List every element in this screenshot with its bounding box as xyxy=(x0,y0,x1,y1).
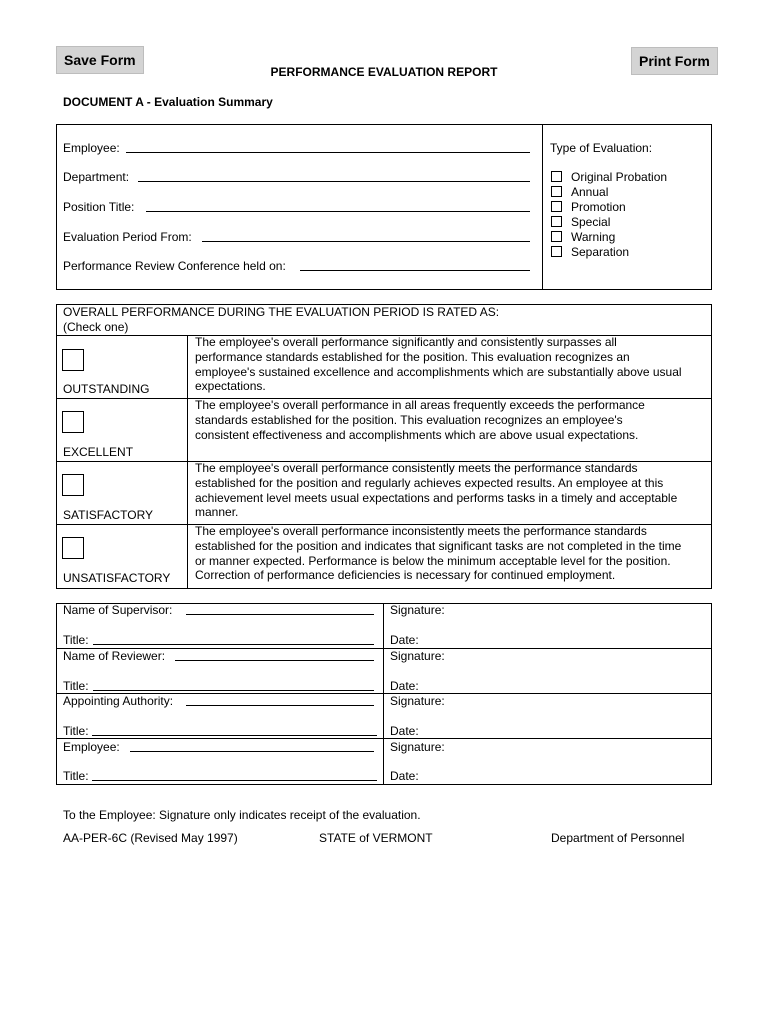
document-label: DOCUMENT A - Evaluation Summary xyxy=(63,95,273,109)
description-line: manner. xyxy=(195,505,239,520)
supervisor-title-field[interactable] xyxy=(93,644,374,645)
checkbox-excellent[interactable] xyxy=(62,411,84,433)
employee-signature-label: Signature: xyxy=(390,740,445,754)
ratings-subheading: (Check one) xyxy=(63,320,129,334)
position-title-field[interactable] xyxy=(146,211,530,212)
employee-sign-name-field[interactable] xyxy=(130,751,374,752)
checkbox-separation[interactable] xyxy=(551,246,562,257)
reviewer-date-label: Date: xyxy=(390,679,419,693)
appointing-authority-field[interactable] xyxy=(186,705,374,706)
position-title-label: Position Title: xyxy=(63,200,135,214)
reviewer-title-field[interactable] xyxy=(93,690,374,691)
department-label: Department: xyxy=(63,170,130,184)
employee-title-label: Title: xyxy=(63,769,89,783)
page-title: PERFORMANCE EVALUATION REPORT xyxy=(270,65,498,79)
checkbox-special[interactable] xyxy=(551,216,562,227)
rating-description-outstanding xyxy=(195,335,682,394)
print-form-button[interactable]: Print Form xyxy=(631,47,718,75)
evaluation-period-field[interactable] xyxy=(202,241,530,242)
rating-description-excellent xyxy=(195,398,645,442)
option-separation: Separation xyxy=(571,245,630,259)
description-line: standards established for the position. This evaluation recognizes an employee's xyxy=(195,412,623,427)
checkbox-unsatisfactory[interactable] xyxy=(62,537,84,559)
rating-description-unsatisfactory xyxy=(195,524,681,583)
conference-label: Performance Review Conference held on: xyxy=(63,259,286,273)
description-line: The employee's overall performance significantly and consistently surpasses all xyxy=(195,335,617,349)
department-of-personnel: Department of Personnel xyxy=(551,831,685,845)
department-field[interactable] xyxy=(138,181,530,182)
appointing-authority-label: Appointing Authority: xyxy=(63,694,174,708)
employee-label: Employee: xyxy=(63,141,120,155)
description-line: The employee's overall performance in all areas frequently exceeds the performance xyxy=(195,398,645,412)
reviewer-title-label: Title: xyxy=(63,679,89,693)
supervisor-name-label: Name of Supervisor: xyxy=(63,603,173,617)
rating-label-excellent: EXCELLENT xyxy=(63,445,134,459)
description-line: expectations. xyxy=(195,379,266,394)
rating-label-outstanding: OUTSTANDING xyxy=(63,382,150,396)
checkbox-warning[interactable] xyxy=(551,231,562,242)
checkbox-promotion[interactable] xyxy=(551,201,562,212)
info-divider xyxy=(542,124,543,290)
supervisor-title-label: Title: xyxy=(63,633,89,647)
evaluation-type-label: Type of Evaluation: xyxy=(550,141,653,155)
save-form-button[interactable]: Save Form xyxy=(56,46,144,74)
appointing-date-label: Date: xyxy=(390,724,419,738)
description-line: performance standards established for the position. This evaluation recognizes an xyxy=(195,349,630,364)
form-id: AA-PER-6C (Revised May 1997) xyxy=(63,831,238,845)
option-warning: Warning xyxy=(571,230,616,244)
ratings-heading: OVERALL PERFORMANCE DURING THE EVALUATION PERIOD IS RATED AS: xyxy=(63,305,500,319)
option-promotion: Promotion xyxy=(571,200,626,214)
option-original-probation: Original Probation xyxy=(571,170,668,184)
description-line: or manner expected. Performance is below the minimum acceptable level for the position. xyxy=(195,553,671,568)
appointing-signature-label: Signature: xyxy=(390,694,445,708)
rating-label-unsatisfactory: UNSATISFACTORY xyxy=(63,571,171,585)
reviewer-name-label: Name of Reviewer: xyxy=(63,649,166,663)
appointing-title-field[interactable] xyxy=(92,735,377,736)
appointing-title-label: Title: xyxy=(63,724,89,738)
checkbox-outstanding[interactable] xyxy=(62,349,84,371)
checkbox-satisfactory[interactable] xyxy=(62,474,84,496)
signatures-column-divider xyxy=(383,603,384,785)
evaluation-period-label: Evaluation Period From: xyxy=(63,230,192,244)
description-line: achievement level meets usual expectations and performs tasks in a timely and acceptable xyxy=(195,490,678,505)
description-line: established for the position and regularly achieves expected results. An employee at this xyxy=(195,475,664,490)
row-divider xyxy=(56,738,712,739)
option-annual: Annual xyxy=(571,185,609,199)
supervisor-signature-label: Signature: xyxy=(390,603,445,617)
employee-date-label: Date: xyxy=(390,769,419,783)
conference-date-field[interactable] xyxy=(300,270,530,271)
description-line: employee's sustained excellence and accomplishments which are substantially above usual xyxy=(195,364,682,379)
description-line: consistent effectiveness and accomplishments which are above usual expectations. xyxy=(195,427,639,442)
checkbox-original-probation[interactable] xyxy=(551,171,562,182)
description-line: The employee's overall performance consistently meets the performance standards xyxy=(195,461,638,475)
description-line: The employee's overall performance inconsistently meets the performance standards xyxy=(195,524,647,538)
description-line: established for the position and indicates that significant tasks are not completed in the time xyxy=(195,538,682,553)
reviewer-signature-label: Signature: xyxy=(390,649,445,663)
checkbox-annual[interactable] xyxy=(551,186,562,197)
employee-title-field[interactable] xyxy=(92,780,377,781)
reviewer-name-field[interactable] xyxy=(175,660,374,661)
employee-field[interactable] xyxy=(126,152,530,153)
employee-note: To the Employee: Signature only indicates receipt of the evaluation. xyxy=(63,808,421,822)
description-line: Correction of performance deficiencies is necessary for continued employment. xyxy=(195,568,616,583)
option-special: Special xyxy=(571,215,611,229)
supervisor-date-label: Date: xyxy=(390,633,419,647)
employee-sign-label: Employee: xyxy=(63,740,120,754)
ratings-column-divider xyxy=(187,335,188,589)
rating-description-satisfactory xyxy=(195,461,677,520)
state-label: STATE of VERMONT xyxy=(319,831,433,845)
rating-label-satisfactory: SATISFACTORY xyxy=(63,508,154,522)
supervisor-name-field[interactable] xyxy=(186,614,374,615)
